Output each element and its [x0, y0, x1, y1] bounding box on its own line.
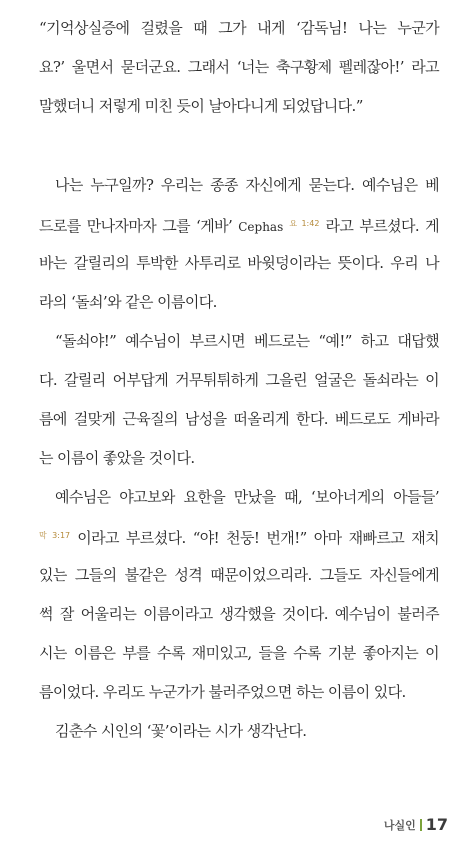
paragraph-line: 시는 이름은 부를 수록 재미있고, 들을 수록 기분 좋아지는 이 [39, 644, 439, 662]
paragraph-line: 름이었다. 우리도 누군가가 불러주었으면 하는 이름이 있다. [39, 683, 406, 701]
page-footer [384, 815, 448, 834]
scripture-reference: 요 1:42 [289, 219, 320, 228]
greek-name: Cephas [238, 220, 284, 234]
footer-divider [420, 819, 422, 831]
paragraph-line: 김춘수 시인의 ‘꽃’이라는 시가 생각난다. [55, 722, 307, 740]
paragraph-line: 는 이름이 좋았을 것이다. [39, 449, 195, 467]
paragraph-line: 다. 갈릴리 어부답게 거무튀튀하게 그을린 얼굴은 돌쇠라는 이 [39, 371, 439, 389]
paragraph-line: 썩 잘 어울리는 이름이라고 생각했을 것이다. 예수님이 불러주 [39, 605, 439, 623]
paragraph-line: 라의 ‘돌쇠’와 같은 이름이다. [39, 293, 217, 311]
paragraph-line: 바는 갈릴리의 투박한 사투리로 바윗덩이라는 뜻이다. 우리 나 [39, 254, 439, 272]
paragraph-line: “돌쇠야!” 예수님이 부르시면 베드로는 “예!” 하고 대답했 [55, 332, 439, 350]
text-span: 이라고 부르셨다. “야! 천둥! 번개!” 아마 재빠르고 재치 [77, 529, 439, 547]
paragraph-line: 나는 누구일까? 우리는 종종 자신에게 묻는다. 예수님은 베 [55, 176, 439, 194]
paragraph-line: 예수님은 야고보와 요한을 만났을 때, ‘보아너게의 아들들’ [55, 488, 439, 506]
paragraph-line: 요?’ 울면서 묻더군요. 그래서 ‘너는 축구황제 펠레잖아!’ 라고 [39, 58, 439, 76]
scripture-reference: 막 3:17 [39, 531, 71, 540]
running-title: 나실인 [383, 818, 416, 832]
paragraph-line: 말했더니 저렇게 미친 듯이 날아다니게 되었답니다.” [39, 97, 363, 115]
text-span: 라고 부르셨다. 게 [325, 217, 439, 235]
paragraph-line: “기억상실증에 걸렸을 때 그가 내게 ‘감독님! 나는 누군가 [39, 19, 439, 37]
text-span: 드로를 만나자마자 그를 ‘게바’ [39, 217, 233, 235]
page-number: 17 [425, 815, 448, 834]
paragraph-line [39, 214, 439, 237]
paragraph-line: 있는 그들의 불같은 성격 때문이었으리라. 그들도 자신들에게 [39, 566, 439, 584]
paragraph-line [39, 526, 439, 548]
paragraph-line: 름에 걸맞게 근육질의 남성을 떠올리게 한다. 베드로도 게바라 [39, 410, 439, 428]
